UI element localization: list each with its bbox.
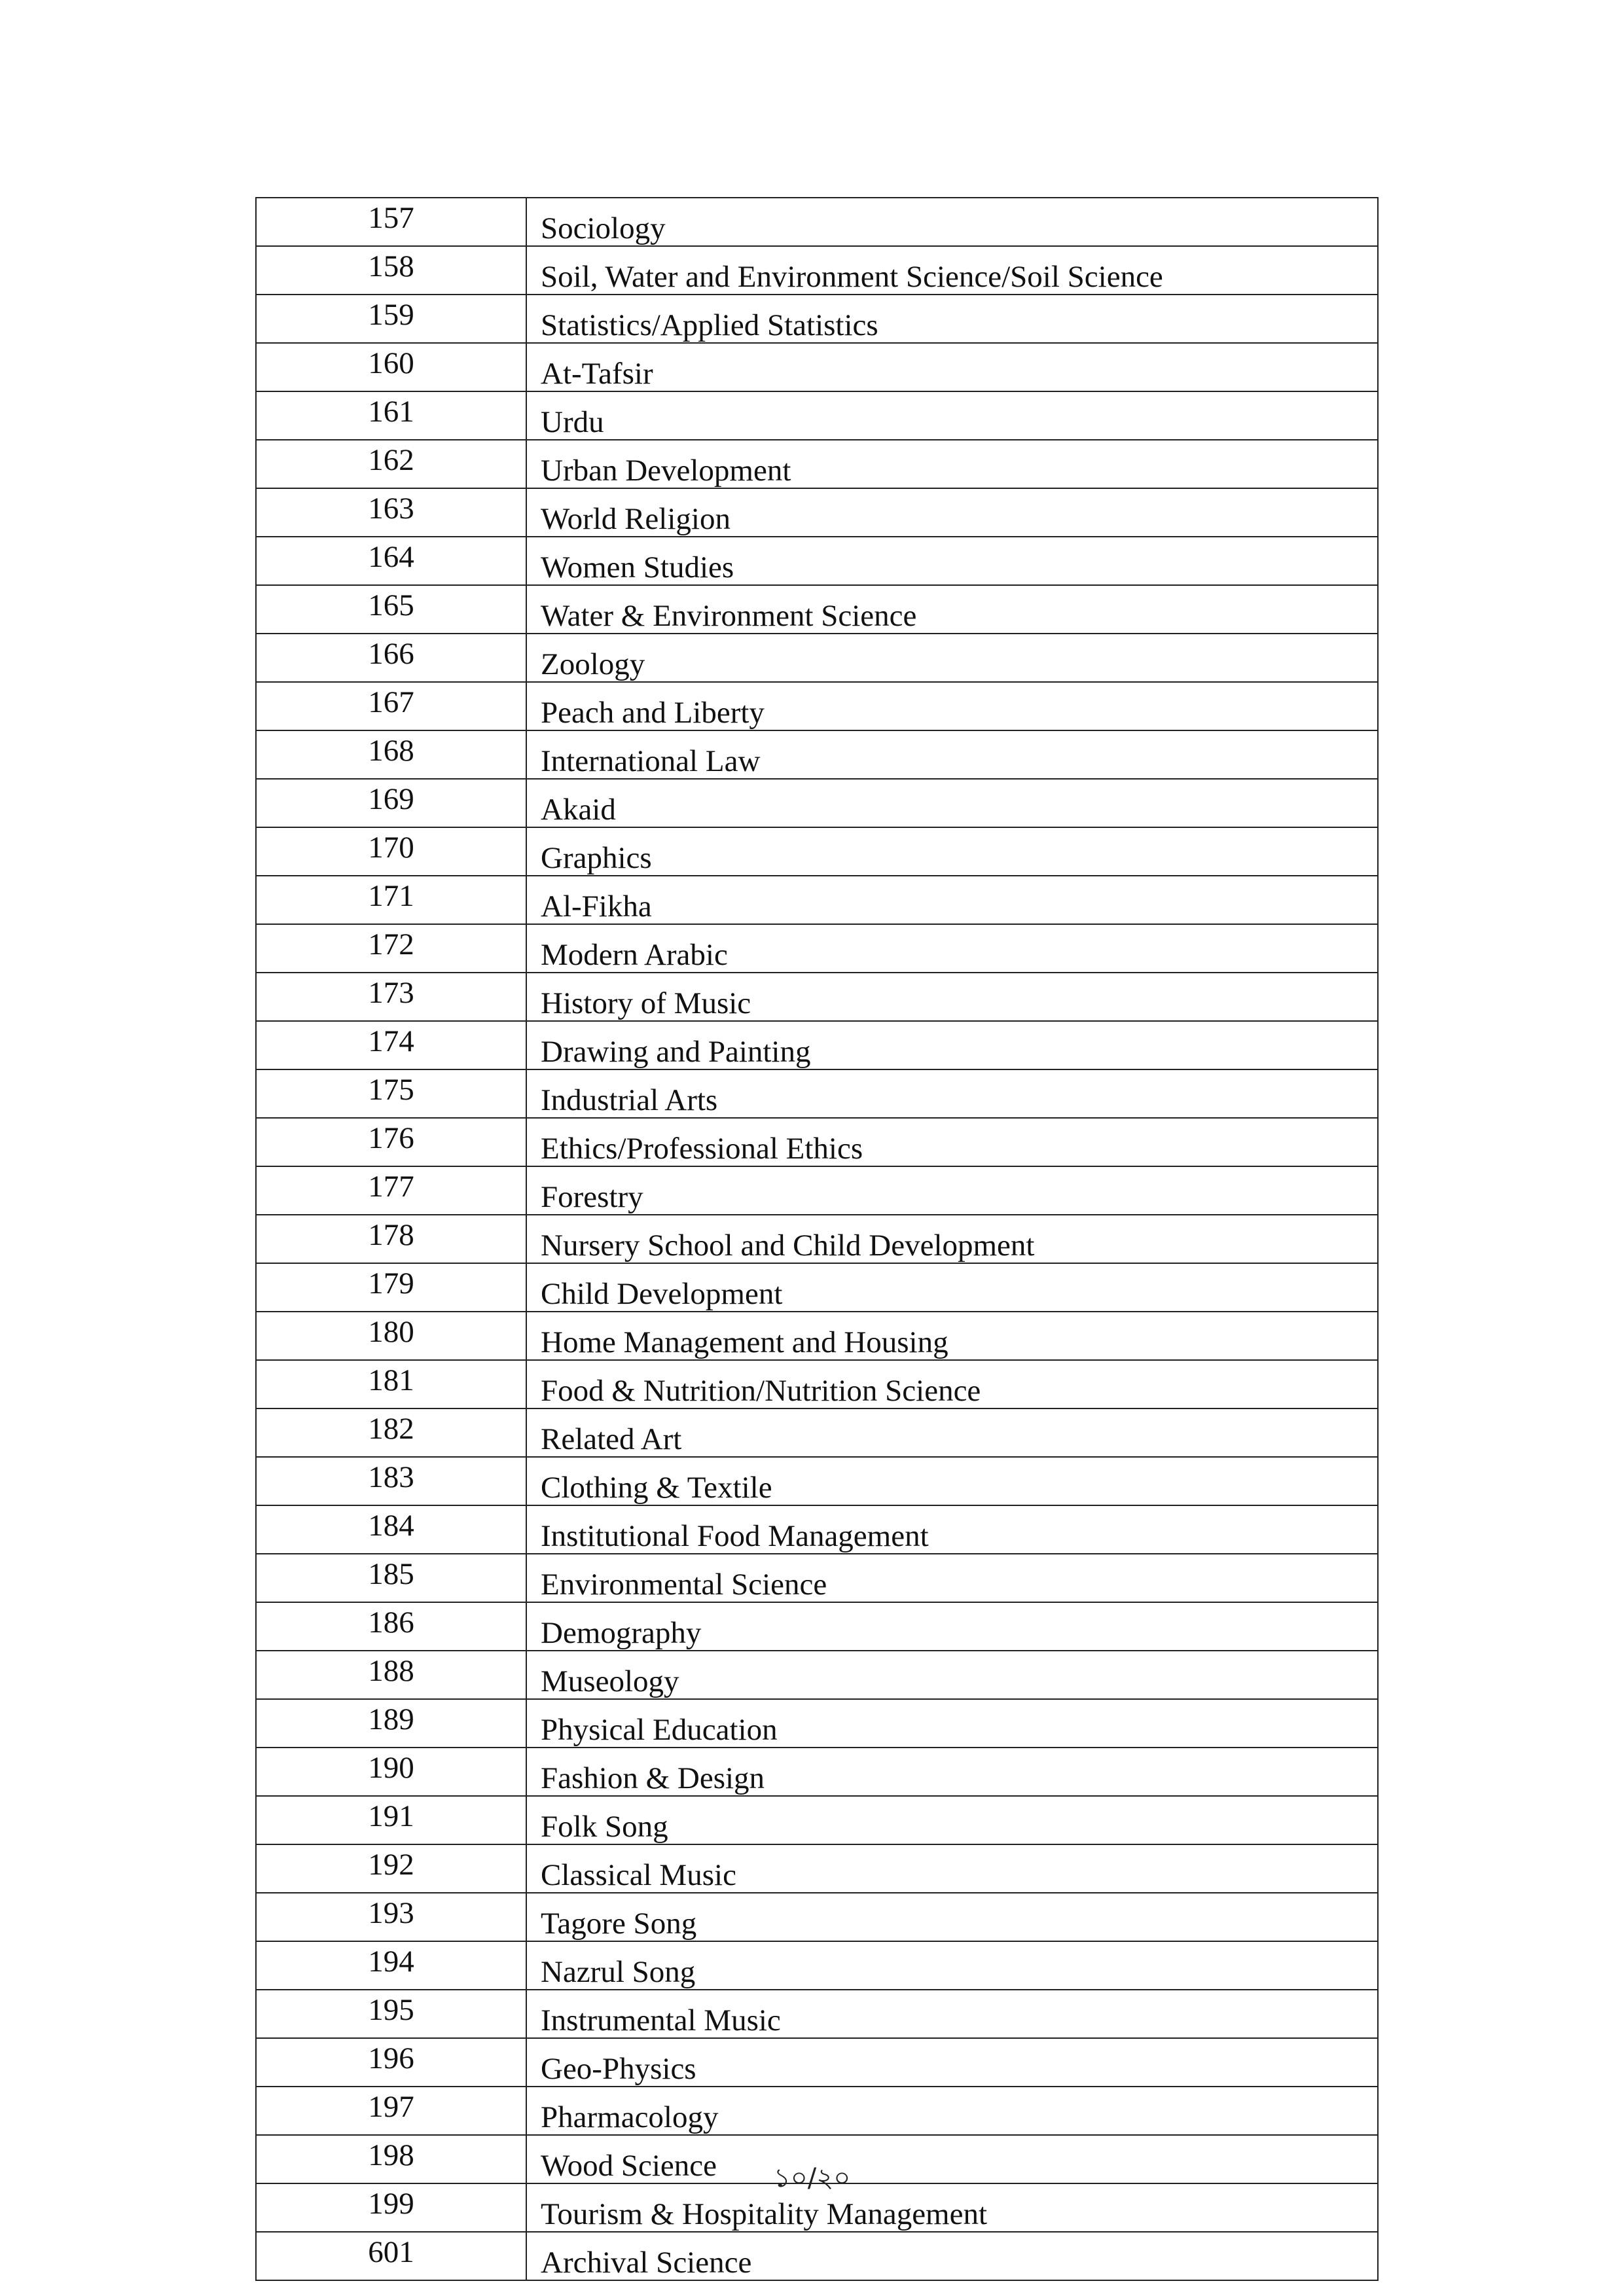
subject-code-cell: 171	[256, 876, 526, 924]
subject-code-cell: 159	[256, 295, 526, 343]
table-row	[256, 779, 1378, 827]
table-row	[256, 1748, 1378, 1796]
table-row	[256, 1554, 1378, 1602]
subject-code-cell: 173	[256, 973, 526, 1021]
subject-name-cell: Urdu	[526, 391, 1378, 440]
subject-name-cell: History of Music	[526, 973, 1378, 1021]
subject-name-cell: Peach and Liberty	[526, 682, 1378, 730]
table-row	[256, 682, 1378, 730]
subject-code-cell: 182	[256, 1408, 526, 1457]
subject-name-cell: Sociology	[526, 198, 1378, 246]
subject-code-cell: 158	[256, 246, 526, 295]
subject-code-cell: 190	[256, 1748, 526, 1796]
subject-code-cell: 178	[256, 1215, 526, 1263]
subject-code-cell: 179	[256, 1263, 526, 1312]
subject-name-cell: Nursery School and Child Development	[526, 1215, 1378, 1263]
table-row	[256, 1021, 1378, 1069]
subject-code-cell: 184	[256, 1505, 526, 1554]
subject-name-cell: At-Tafsir	[526, 343, 1378, 391]
subject-code-cell: 198	[256, 2135, 526, 2183]
subject-name-cell: Fashion & Design	[526, 1748, 1378, 1796]
subject-name-cell: Classical Music	[526, 1844, 1378, 1893]
subject-code-cell: 167	[256, 682, 526, 730]
subject-code-cell: 193	[256, 1893, 526, 1941]
subject-name-cell: Folk Song	[526, 1796, 1378, 1844]
subject-code-cell: 199	[256, 2183, 526, 2232]
subject-name-cell: Environmental Science	[526, 1554, 1378, 1602]
subject-name-cell: Ethics/Professional Ethics	[526, 1118, 1378, 1166]
subject-code-cell: 164	[256, 537, 526, 585]
table-row	[256, 1505, 1378, 1554]
subject-code-cell: 176	[256, 1118, 526, 1166]
subject-name-cell: Related Art	[526, 1408, 1378, 1457]
subject-name-cell: Urban Development	[526, 440, 1378, 488]
table-row	[256, 1699, 1378, 1748]
table-row	[256, 1166, 1378, 1215]
table-row	[256, 1651, 1378, 1699]
subject-code-cell: 191	[256, 1796, 526, 1844]
subject-code-cell: 601	[256, 2232, 526, 2280]
subject-code-table	[255, 197, 1379, 2281]
table-row	[256, 924, 1378, 973]
table-row	[256, 827, 1378, 876]
table-row	[256, 343, 1378, 391]
subject-name-cell: Museology	[526, 1651, 1378, 1699]
subject-name-cell: Modern Arabic	[526, 924, 1378, 973]
subject-code-cell: 174	[256, 1021, 526, 1069]
subject-code-cell: 166	[256, 634, 526, 682]
subject-name-cell: Tourism & Hospitality Management	[526, 2183, 1378, 2232]
table-row	[256, 1893, 1378, 1941]
table-row	[256, 1263, 1378, 1312]
table-row	[256, 391, 1378, 440]
table-row	[256, 585, 1378, 634]
table-row	[256, 1408, 1378, 1457]
subject-name-cell: Nazrul Song	[526, 1941, 1378, 1990]
subject-code-cell: 172	[256, 924, 526, 973]
subject-code-cell: 163	[256, 488, 526, 537]
subject-name-cell: Food & Nutrition/Nutrition Science	[526, 1360, 1378, 1408]
subject-code-cell: 192	[256, 1844, 526, 1893]
subject-code-cell: 168	[256, 730, 526, 779]
table-row	[256, 634, 1378, 682]
subject-code-cell: 181	[256, 1360, 526, 1408]
table-row	[256, 1990, 1378, 2038]
table-row	[256, 2232, 1378, 2280]
table-row	[256, 1312, 1378, 1360]
subject-code-cell: 175	[256, 1069, 526, 1118]
table-row	[256, 1118, 1378, 1166]
subject-name-cell: International Law	[526, 730, 1378, 779]
subject-code-cell: 157	[256, 198, 526, 246]
subject-code-cell: 180	[256, 1312, 526, 1360]
table-row	[256, 537, 1378, 585]
subject-name-cell: Child Development	[526, 1263, 1378, 1312]
subject-code-cell: 195	[256, 1990, 526, 2038]
subject-name-cell: Statistics/Applied Statistics	[526, 295, 1378, 343]
table-row	[256, 1602, 1378, 1651]
table-row	[256, 488, 1378, 537]
table-row	[256, 2038, 1378, 2087]
subject-name-cell: Akaid	[526, 779, 1378, 827]
subject-name-cell: Pharmacology	[526, 2087, 1378, 2135]
table-body	[256, 198, 1378, 2280]
table-row	[256, 1457, 1378, 1505]
subject-code-cell: 186	[256, 1602, 526, 1651]
table-row	[256, 876, 1378, 924]
subject-code-cell: 185	[256, 1554, 526, 1602]
subject-name-cell: Zoology	[526, 634, 1378, 682]
subject-name-cell: Wood Science	[526, 2135, 1378, 2183]
subject-name-cell: World Religion	[526, 488, 1378, 537]
subject-code-cell: 194	[256, 1941, 526, 1990]
subject-code-cell: 170	[256, 827, 526, 876]
table-row	[256, 973, 1378, 1021]
subject-name-cell: Instrumental Music	[526, 1990, 1378, 2038]
subject-code-cell: 169	[256, 779, 526, 827]
subject-name-cell: Soil, Water and Environment Science/Soil Science	[526, 246, 1378, 295]
subject-name-cell: Geo-Physics	[526, 2038, 1378, 2087]
subject-name-cell: Home Management and Housing	[526, 1312, 1378, 1360]
table-row	[256, 730, 1378, 779]
table-row	[256, 1941, 1378, 1990]
subject-name-cell: Tagore Song	[526, 1893, 1378, 1941]
subject-name-cell: Women Studies	[526, 537, 1378, 585]
subject-code-cell: 165	[256, 585, 526, 634]
table-row	[256, 295, 1378, 343]
subject-name-cell: Graphics	[526, 827, 1378, 876]
subject-name-cell: Physical Education	[526, 1699, 1378, 1748]
subject-name-cell: Industrial Arts	[526, 1069, 1378, 1118]
subject-name-cell: Demography	[526, 1602, 1378, 1651]
subject-name-cell: Water & Environment Science	[526, 585, 1378, 634]
subject-name-cell: Forestry	[526, 1166, 1378, 1215]
table-row	[256, 1796, 1378, 1844]
table-row	[256, 1215, 1378, 1263]
table-row	[256, 246, 1378, 295]
table-row	[256, 1360, 1378, 1408]
subject-code-cell: 183	[256, 1457, 526, 1505]
page-number: ১০/২০	[773, 2163, 851, 2193]
subject-code-cell: 189	[256, 1699, 526, 1748]
subject-code-cell: 161	[256, 391, 526, 440]
subject-code-cell: 162	[256, 440, 526, 488]
table-row	[256, 1844, 1378, 1893]
subject-code-cell: 197	[256, 2087, 526, 2135]
subject-code-cell: 188	[256, 1651, 526, 1699]
subject-name-cell: Archival Science	[526, 2232, 1378, 2280]
subject-name-cell: Al-Fikha	[526, 876, 1378, 924]
table-row	[256, 198, 1378, 246]
subject-name-cell: Clothing & Textile	[526, 1457, 1378, 1505]
subject-code-cell: 177	[256, 1166, 526, 1215]
subject-name-cell: Institutional Food Management	[526, 1505, 1378, 1554]
table-row	[256, 440, 1378, 488]
subject-code-cell: 160	[256, 343, 526, 391]
subject-code-cell: 196	[256, 2038, 526, 2087]
table-row	[256, 1069, 1378, 1118]
subject-name-cell: Drawing and Painting	[526, 1021, 1378, 1069]
table-row	[256, 2087, 1378, 2135]
